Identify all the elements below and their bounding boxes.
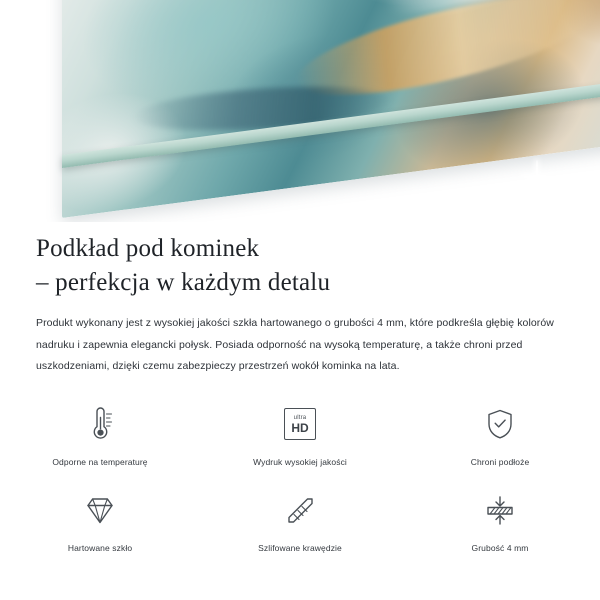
- feature-label: Chroni podłoże: [470, 457, 530, 467]
- feature-label: Odporne na temperaturę: [52, 457, 148, 467]
- page-title: [0, 222, 600, 299]
- sparkle-icon: [520, 160, 554, 194]
- ultra-hd-badge-top: ultra: [293, 414, 307, 421]
- diamond-icon: [81, 489, 119, 531]
- polished-edge-icon: [281, 489, 319, 531]
- thermometer-icon: [83, 403, 117, 445]
- thickness-icon: [481, 489, 519, 531]
- headline-line-1: Podkład pod kominek: [36, 235, 260, 262]
- feature-item-thickness: [400, 481, 600, 567]
- hero-image: [0, 0, 600, 222]
- ultra-hd-icon: [284, 403, 316, 445]
- feature-label: Szlifowane krawędzie: [258, 543, 342, 553]
- feature-item-polished-edges: [200, 481, 400, 567]
- feature-label: Grubość 4 mm: [471, 543, 529, 553]
- sparkle-icon: [506, 186, 520, 200]
- ultra-hd-badge-bottom: HD: [291, 420, 309, 435]
- body-paragraph: Produkt wykonany jest z wysokiej jakości szkła hartowanego o grubości 4 mm, które podkreśla głębię kolorów nadruku i zapewnia elegancki połysk. Posiada odporność na wysoką temperaturę, a także chroni przed uszkodzeniami, dzięki czemu zabezpieczy przestrzeń wokół kominka na lata.: [36, 317, 554, 373]
- abstract-marble-print: [62, 0, 600, 218]
- feature-item-tempered-glass: [0, 481, 200, 567]
- feature-grid: [0, 395, 600, 567]
- feature-item-temperature: [0, 395, 200, 481]
- glass-panel-artwork: [62, 0, 600, 218]
- feature-label: Hartowane szkło: [67, 543, 133, 553]
- sparkle-icon: [546, 182, 566, 202]
- shield-check-icon: [483, 403, 517, 445]
- feature-item-surface-protection: [400, 395, 600, 481]
- feature-label: Wydruk wysokiej jakości: [253, 457, 347, 467]
- feature-item-print-quality: [200, 395, 400, 481]
- text-content: [0, 222, 600, 378]
- headline-line-2: – perfekcja w każdym detalu: [36, 268, 331, 296]
